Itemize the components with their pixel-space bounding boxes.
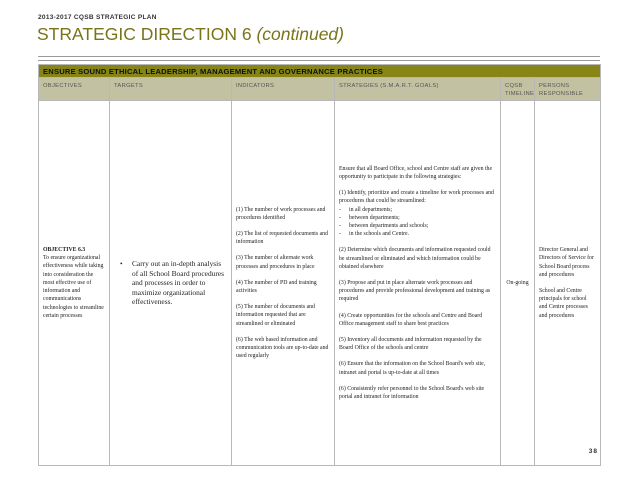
- strategies-intro: Ensure that all Board Office, school and Centre staff are given the opportunity to participate in the following strategies:: [339, 165, 493, 180]
- objective-label: OBJECTIVE 6.3: [43, 247, 86, 254]
- persons-cell: [535, 101, 601, 466]
- page-number: 38: [588, 448, 598, 455]
- column-header-persons: PERSONS RESPONSIBLE: [535, 78, 601, 101]
- strategy-item: (4) Create opportunities for the schools and Centre and Board Office management staff to share best practices: [339, 312, 483, 327]
- indicator-item: (2) The list of requested documents and information: [236, 230, 328, 246]
- indicator-item: (5) The number of documents and information requested that are streamlined or eliminated: [236, 304, 315, 327]
- indicator-item: (1) The number of work processes and procedures identified: [236, 206, 326, 221]
- bullet-icon: •: [120, 259, 123, 269]
- list-item: - in the schools and Centre.: [339, 231, 410, 238]
- list-item: - in all departments;: [339, 206, 393, 213]
- indicator-item: (4) The number of PD and training activities: [236, 279, 317, 294]
- indicator-item: (3) The number of alternate work processes and procedures in place: [236, 255, 315, 270]
- list-item: - between departments and schools;: [339, 222, 429, 229]
- strategy-item: (3) Propose and put in place alternate work processes and procedures and provide professional development and training as required: [339, 280, 491, 303]
- column-header-strategies: STRATEGIES (S.M.A.R.T. GOALS): [335, 78, 501, 101]
- strategy-item: (2) Determine which documents and information requested could be streamlined or eliminated and which information could be obtained elsewhere: [339, 247, 491, 270]
- target-item: • Carry out an in-depth analysis of all School Board procedures and processes in order to maximize organizational effectiveness.: [120, 259, 224, 307]
- strategy-item: (6) Ensure that the information on the School Board's web site, intranet and portal is up-to-date at all times: [339, 361, 486, 376]
- strategy-item: (6) Consistently refer personnel to the School Board's web site portal and intranet for information: [339, 385, 485, 401]
- column-header-objectives: OBJECTIVES: [39, 78, 110, 101]
- title-suffix: (continued): [256, 24, 344, 44]
- section-band-title: ENSURE SOUND ETHICAL LEADERSHIP, MANAGEMENT AND GOVERNANCE PRACTICES: [39, 65, 601, 78]
- page-title: [37, 24, 344, 45]
- strategy-item: (5) Inventory all documents and information requested by the Board Office of the schools and centre: [339, 337, 482, 352]
- table-row: [39, 101, 601, 466]
- targets-cell: [110, 101, 232, 466]
- person-responsible: School and Centre principals for school and Centre processes and procedures: [539, 288, 588, 319]
- strategy-item: (1) Identify, prioritize and create a timeline for work processes and procedures that could be streamlined:: [339, 190, 494, 205]
- running-head: 2013-2017 CQSB STRATEGIC PLAN: [38, 14, 157, 21]
- column-header-indicators: INDICATORS: [232, 78, 335, 101]
- strategies-cell: [335, 101, 501, 466]
- indicator-item: (6) The web based information and communication tools are up-to-date and used regularly: [236, 336, 329, 360]
- column-header-targets: TARGETS: [110, 78, 232, 101]
- objective-text: To ensure organizational effectiveness while taking into consideration the most effective use of information and communications technologies to streamline certain processes: [43, 255, 104, 319]
- strategic-plan-table: [38, 64, 601, 466]
- list-item: - between departments;: [339, 214, 400, 221]
- title-main: STRATEGIC DIRECTION 6: [37, 24, 252, 44]
- title-rule-top: [38, 56, 600, 57]
- indicators-cell: [232, 101, 335, 466]
- objective-cell: [39, 101, 110, 466]
- column-header-timeline: CQSB TIMELINE: [501, 78, 535, 101]
- column-header-row: [39, 78, 601, 101]
- title-rule-bottom: [38, 60, 600, 61]
- strategy-sublist: [339, 206, 496, 239]
- person-responsible: Director General and Directors of Service for School Board process and procedures: [539, 247, 594, 278]
- timeline-cell: On-going: [501, 101, 535, 466]
